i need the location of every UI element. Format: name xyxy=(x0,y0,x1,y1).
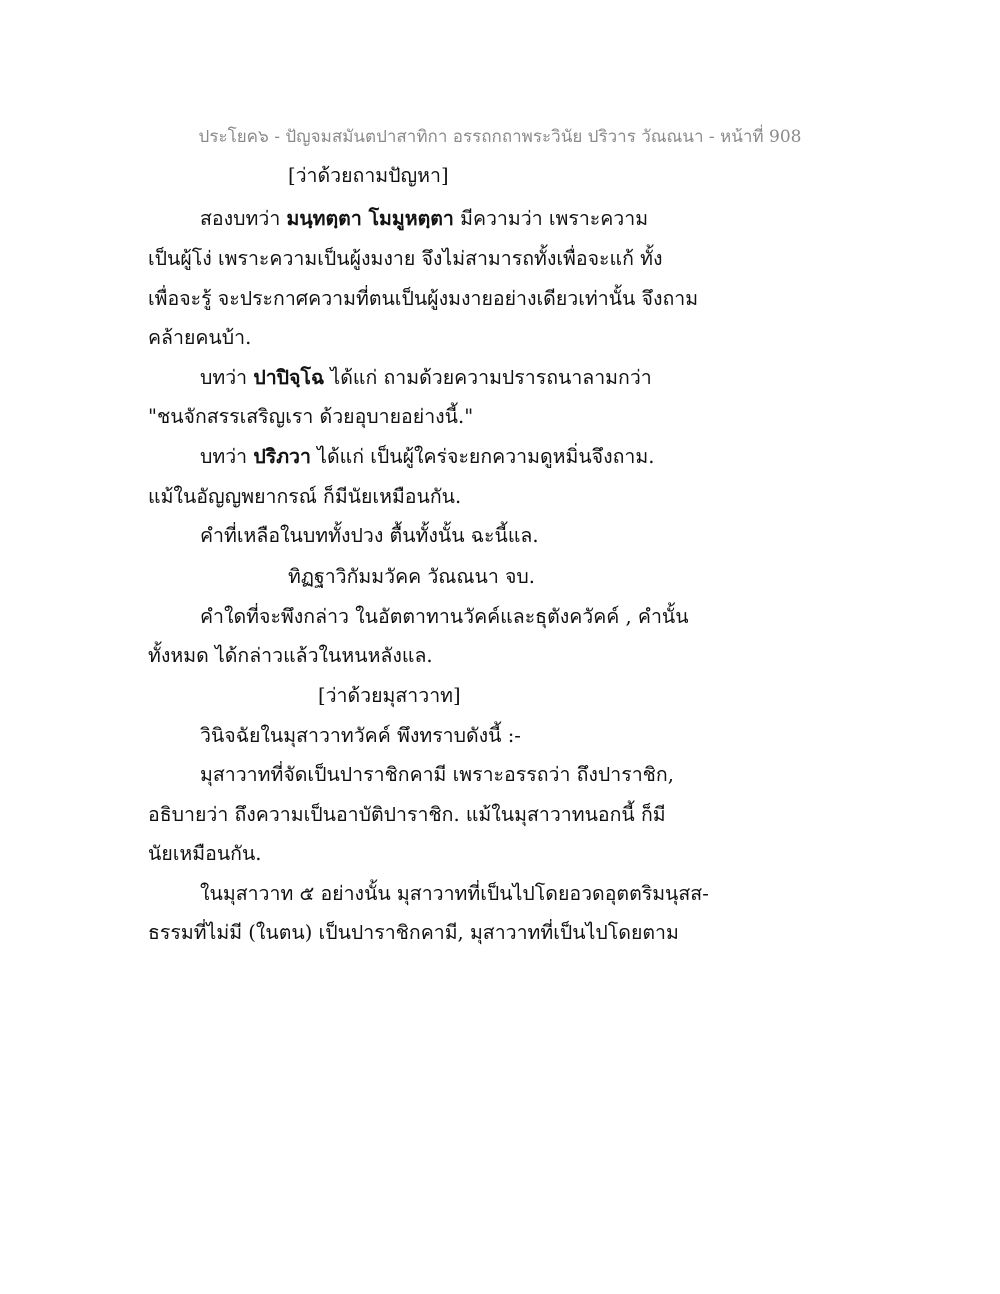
paragraph-line: วินิจฉัยในมุสาวาทวัคค์ พึงทราบดังนี้ :- xyxy=(200,724,521,747)
page-header: ประโยค๖ - ปัญจมสมันตปาสาทิกา อรรถกถาพระวินัย ปริวาร วัณณนา - หน้าที่ 908 xyxy=(198,127,802,147)
paragraph-line: อธิบายว่า ถึงความเป็นอาบัติปาราชิก. แม้ในมุสาวาทนอกนี้ ก็มี xyxy=(148,803,666,826)
paragraph-line: เป็นผู้โง่ เพราะความเป็นผู้งมงาย จึงไม่สามารถทั้งเพื่อจะแก้ ทั้ง xyxy=(148,247,663,270)
paragraph-line: เพื่อจะรู้ จะประกาศความที่ตนเป็นผู้งมงายอย่างเดียวเท่านั้น จึงถาม xyxy=(148,287,699,310)
paragraph-line: แม้ในอัญญพยากรณ์ ก็มีนัยเหมือนกัน. xyxy=(148,485,462,508)
paragraph-line: บทว่า ปาปิจฺโฉ ได้แก่ ถามด้วยความปรารถนาลามกว่า xyxy=(200,366,652,389)
paragraph-line: "ชนจักสรรเสริญเรา ด้วยอุบายอย่างนี้." xyxy=(148,405,474,428)
paragraph-line: บทว่า ปริภวา ได้แก่ เป็นผู้ใคร่จะยกความดูหมิ่นจึงถาม. xyxy=(200,445,655,468)
paragraph-line: สองบทว่า มนฺทตฺตา โมมูหตฺตา มีความว่า เพราะความ xyxy=(200,207,649,230)
section-heading: [ว่าด้วยถามปัญหา] xyxy=(288,164,449,187)
pali-term: มนฺทตฺตา โมมูหตฺตา xyxy=(286,207,454,230)
paragraph-line: นัยเหมือนกัน. xyxy=(148,842,262,865)
paragraph-line: ในมุสาวาท ๕ อย่างนั้น มุสาวาทที่เป็นไปโดยอวดอุตตริมนุสส- xyxy=(200,882,709,905)
paragraph-line: คำใดที่จะพึงกล่าว ในอัตตาทานวัคค์และธุตังควัคค์ , คำนั้น xyxy=(200,605,689,628)
paragraph-line: คล้ายคนบ้า. xyxy=(148,326,252,349)
paragraph-line: คำที่เหลือในบททั้งปวง ตื้นทั้งนั้น ฉะนี้แล. xyxy=(200,524,539,547)
pali-term: ปาปิจฺโฉ xyxy=(253,366,325,389)
paragraph-line: ทั้งหมด ได้กล่าวแล้วในหนหลังแล. xyxy=(148,644,433,667)
paragraph-line: มุสาวาทที่จัดเป็นปาราชิกคามี เพราะอรรถว่า ถึงปาราชิก, xyxy=(200,763,674,786)
chapter-end-title: ทิฏฐาวิกัมมวัคค วัณณนา จบ. xyxy=(288,565,535,588)
section-heading: [ว่าด้วยมุสาวาท] xyxy=(318,684,461,707)
pali-term: ปริภวา xyxy=(253,445,311,468)
paragraph-line: ธรรมที่ไม่มี (ในตน) เป็นปาราชิกคามี, มุสาวาทที่เป็นไปโดยตาม xyxy=(148,921,679,944)
